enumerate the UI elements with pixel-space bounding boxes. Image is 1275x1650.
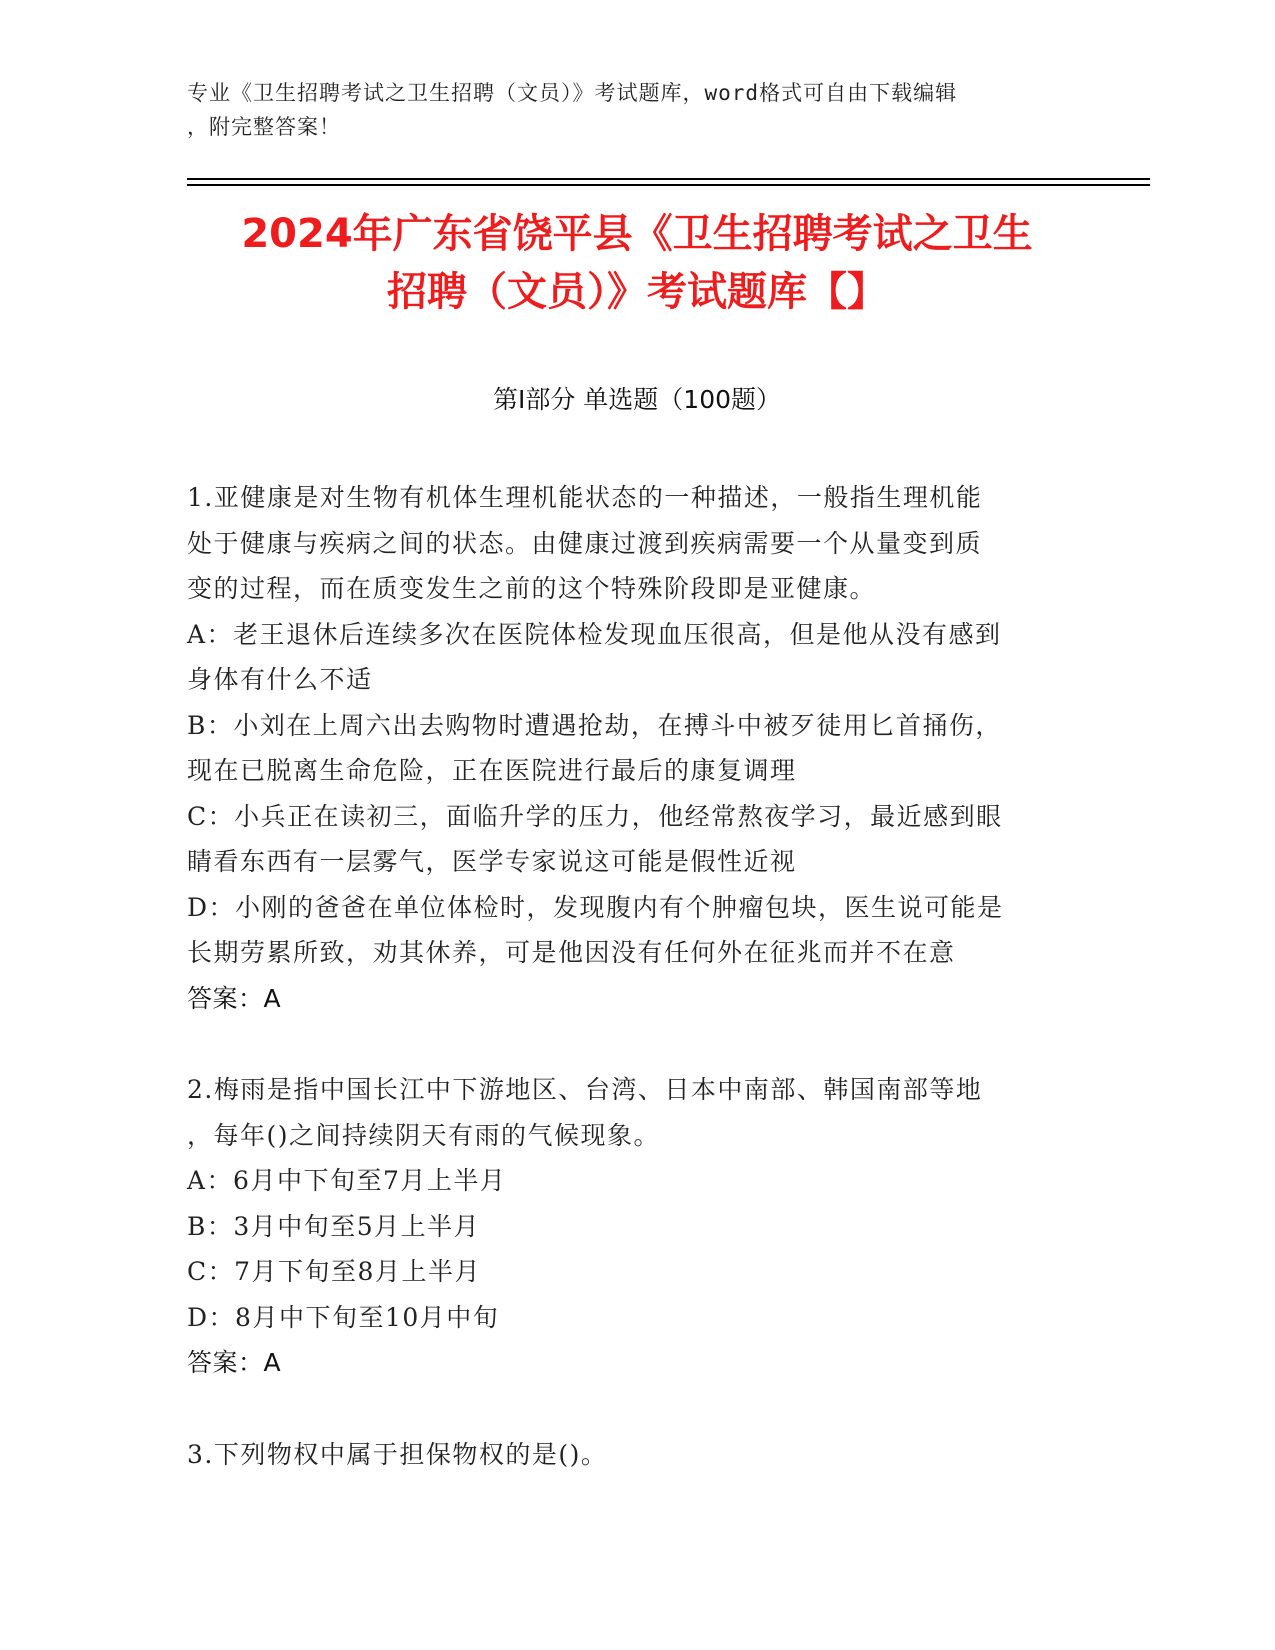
answer-line: 答案：A bbox=[187, 983, 282, 1013]
option-line: D：小刚的爸爸在单位体检时，发现腹内有个肿瘤包块，医生说可能是 bbox=[187, 892, 1004, 922]
question-stem-line: 变的过程，而在质变发生之前的这个特殊阶段即是亚健康。 bbox=[187, 574, 877, 603]
header-divider-bottom bbox=[187, 184, 1150, 186]
question-stem-line: 1.亚健康是对生物有机体生理机能状态的一种描述，一般指生理机能 bbox=[187, 483, 983, 512]
document-title-line-2: 招聘（文员）》考试题库【】 bbox=[387, 269, 887, 315]
option-line: 现在已脱离生命危险，正在医院进行最后的康复调理 bbox=[187, 756, 797, 785]
option-line: 身体有什么不适 bbox=[187, 665, 373, 694]
answer-line: 答案：A bbox=[187, 1348, 282, 1377]
header-note-line-2: ，附完整答案！ bbox=[187, 115, 341, 139]
option-line: C：7月下旬至8月上半月 bbox=[187, 1257, 481, 1286]
option-line: A：6月中下旬至7月上半月 bbox=[187, 1166, 507, 1195]
question-stem-line: ，每年()之间持续阴天有雨的气候现象。 bbox=[187, 1120, 661, 1150]
option-line: 长期劳累所致，劝其休养，可是他因没有任何外在征兆而并不在意 bbox=[187, 938, 956, 967]
option-line: A：老王退休后连续多次在医院体检发现血压很高，但是他从没有感到 bbox=[187, 619, 1002, 649]
question-1 bbox=[187, 475, 1067, 1021]
question-2 bbox=[187, 1067, 1067, 1386]
option-line: 睛看东西有一层雾气，医学专家说这可能是假性近视 bbox=[187, 847, 797, 876]
header-divider-top bbox=[187, 178, 1150, 180]
question-stem-line: 2.梅雨是指中国长江中下游地区、台湾、日本中南部、韩国南部等地 bbox=[187, 1075, 983, 1104]
header-note bbox=[187, 76, 1067, 144]
question-3 bbox=[187, 1432, 1067, 1478]
option-line: C：小兵正在读初三，面临升学的压力，他经常熬夜学习，最近感到眼 bbox=[187, 801, 1003, 831]
question-list bbox=[187, 475, 1067, 1523]
option-line: B：3月中旬至5月上半月 bbox=[187, 1211, 481, 1241]
question-stem-line: 3.下列物权中属于担保物权的是()。 bbox=[187, 1439, 608, 1469]
option-line: B：小刘在上周六出去购物时遭遇抢劫，在搏斗中被歹徒用匕首捅伤， bbox=[187, 710, 1002, 740]
document-title-line-1: 2024年广东省饶平县《卫生招聘考试之卫生 bbox=[241, 211, 1033, 257]
section-title: 第Ⅰ部分 单选题（100题） bbox=[492, 385, 782, 414]
header-note-line-1: 专业《卫生招聘考试之卫生招聘（文员）》考试题库，word格式可自由下载编辑 bbox=[187, 81, 958, 105]
option-line: D：8月中下旬至10月中旬 bbox=[187, 1302, 500, 1332]
question-stem-line: 处于健康与疾病之间的状态。由健康过渡到疾病需要一个从量变到质 bbox=[187, 528, 983, 558]
document-title bbox=[187, 205, 1087, 321]
